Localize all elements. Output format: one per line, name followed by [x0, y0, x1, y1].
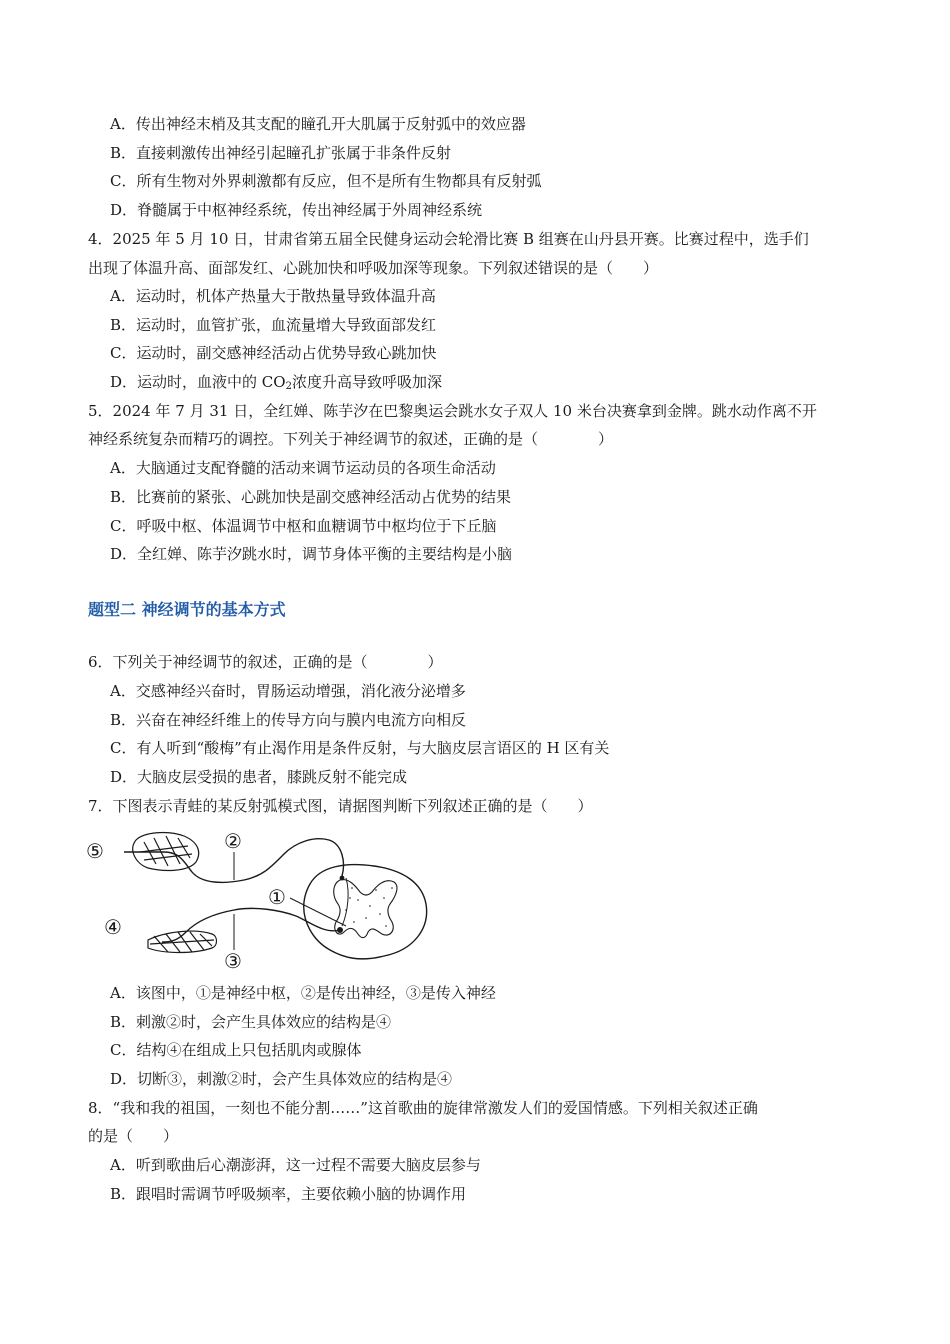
q7-option-d: D．切断③，刺激②时，会产生具体效应的结构是④ [110, 1070, 453, 1088]
q5-stem-line2: 神经系统复杂而精巧的调控。下列关于神经调节的叙述，正确的是（ ） [88, 430, 614, 448]
q4-option-a: A．运动时，机体产热量大于散热量导致体温升高 [110, 287, 436, 305]
label-5: ⑤ [86, 839, 104, 863]
q4-option-d-suffix: 浓度升高导致呼吸加深 [291, 373, 442, 391]
q4-stem-line2: 出现了体温升高、面部发红、心跳加快和呼吸加深等现象。下列叙述错误的是（ ） [88, 259, 659, 277]
q6-stem: 6．下列关于神经调节的叙述，正确的是（ ） [88, 653, 443, 671]
label-3: ③ [224, 949, 242, 973]
q6-option-b: B．兴奋在神经纤维上的传导方向与膜内电流方向相反 [110, 711, 467, 729]
q5-option-c: C．呼吸中枢、体温调节中枢和血糖调节中枢均位于下丘脑 [110, 517, 497, 535]
q4-stem-line1: 4．2025 年 5 月 10 日，甘肃省第五届全民健身运动会轮滑比赛 B 组赛在山丹县开赛。比赛过程中，选手们 [88, 230, 809, 248]
q5-option-d: D．全红婵、陈芋汐跳水时，调节身体平衡的主要结构是小脑 [110, 545, 513, 563]
q6-option-d: D．大脑皮层受损的患者，膝跳反射不能完成 [110, 768, 408, 786]
q6-option-a: A．交感神经兴奋时，胃肠运动增强，消化液分泌增多 [110, 682, 466, 700]
q8-option-b: B．跟唱时需调节呼吸频率，主要依赖小脑的协调作用 [110, 1185, 467, 1203]
q3-option-b: B．直接刺激传出神经引起瞳孔扩张属于非条件反射 [110, 144, 452, 162]
label-2: ② [224, 829, 242, 853]
q4-option-d-prefix: D．运动时，血液中的 CO [110, 373, 286, 391]
q5-stem-line1: 5．2024 年 7 月 31 日，全红婵、陈芋汐在巴黎奥运会跳水女子双人 10 米台决赛拿到金牌。跳水动作离不开 [88, 402, 817, 420]
interneuron [342, 878, 348, 926]
effector [148, 931, 217, 952]
q8-stem-line1: 8．“我和我的祖国，一刻也不能分割……”这首歌曲的旋律常激发人们的爱国情感。下列相关叙述正确 [88, 1099, 758, 1117]
q3-option-c: C．所有生物对外界刺激都有反应，但不是所有生物都具有反射弧 [110, 172, 542, 190]
spinal-cord-outline [304, 865, 427, 959]
reflex-arc-diagram [84, 822, 444, 980]
q8-option-a: A．听到歌曲后心潮澎湃，这一过程不需要大脑皮层参与 [110, 1156, 481, 1174]
q7-stem: 7．下图表示青蛙的某反射弧模式图，请据图判断下列叙述正确的是（ ） [88, 797, 593, 815]
q5-option-b: B．比赛前的紧张、心跳加快是副交感神经活动占优势的结果 [110, 488, 512, 506]
efferent-nerve [162, 908, 340, 942]
q7-option-b: B．刺激②时，会产生具体效应的结构是④ [110, 1013, 392, 1031]
q4-option-d [110, 372, 442, 392]
q6-option-c: C．有人听到“酸梅”有止渴作用是条件反射，与大脑皮层言语区的 H 区有关 [110, 739, 610, 757]
section-heading: 题型二 神经调节的基本方式 [88, 600, 286, 619]
q8-stem-line2: 的是（ ） [88, 1127, 179, 1145]
label-4: ④ [104, 915, 122, 939]
q4-option-c: C．运动时，副交感神经活动占优势导致心跳加快 [110, 344, 437, 362]
q5-option-a: A．大脑通过支配脊髓的活动来调节运动员的各项生命活动 [110, 459, 496, 477]
q7-option-c: C．结构④在组成上只包括肌肉或腺体 [110, 1041, 362, 1059]
q3-option-a: A．传出神经末梢及其支配的瞳孔开大肌属于反射弧中的效应器 [110, 115, 526, 133]
label-1-leader [290, 898, 346, 926]
q3-option-d: D．脊髓属于中枢神经系统，传出神经属于外周神经系统 [110, 201, 483, 219]
q4-option-b: B．运动时，血管扩张，血流量增大导致面部发红 [110, 316, 437, 334]
gray-matter [334, 880, 397, 938]
ventral-neuron-body [337, 927, 343, 933]
dorsal-neuron-body [340, 876, 345, 881]
q7-option-a: A．该图中，①是神经中枢，②是传出神经，③是传入神经 [110, 984, 496, 1002]
label-1: ① [268, 885, 286, 909]
gray-matter-stipple [337, 876, 393, 933]
q4-option-d-subscript: 2 [285, 381, 292, 392]
